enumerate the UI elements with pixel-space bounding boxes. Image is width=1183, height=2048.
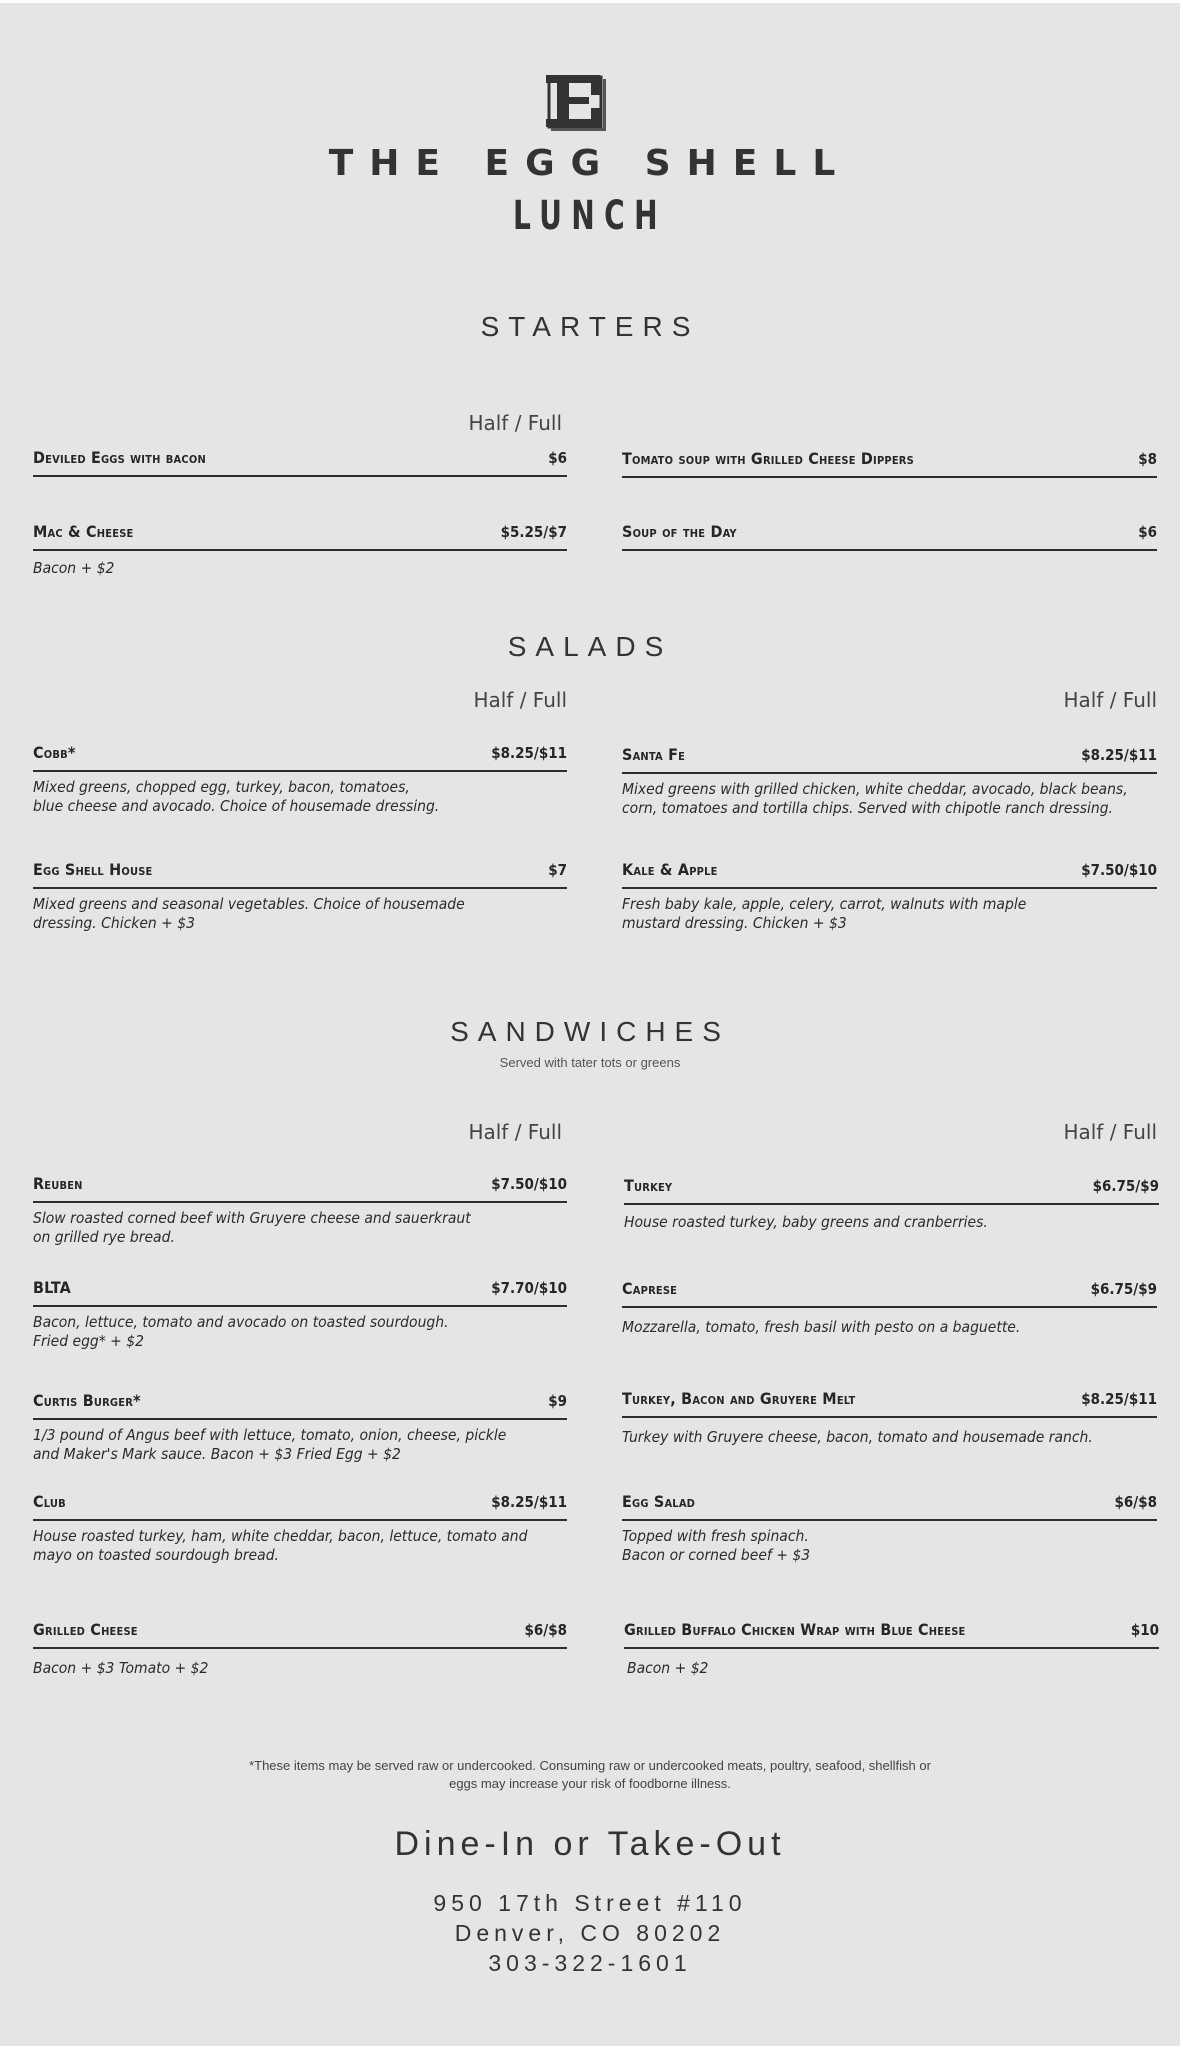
item-description: Slow roasted corned beef with Gruyere cheese and sauerkraut on grilled rye bread. [33, 1209, 471, 1246]
item-description: Mixed greens with grilled chicken, white cheddar, avocado, black beans, corn, tomatoes and tortilla chips. Served with chipotle ranch dressing. [622, 780, 1128, 817]
menu-item-cobb [33, 738, 567, 816]
item-price: $8.25/$11 [1081, 746, 1157, 764]
item-name: Deviled Eggs with bacon [33, 448, 206, 467]
item-description: Bacon + $2 [33, 559, 115, 577]
restaurant-name: THE EGG SHELL [328, 143, 852, 184]
menu-item-egg-salad [622, 1487, 1157, 1565]
sandwiches-price-header-right: Half / Full [1063, 1120, 1157, 1144]
item-name: Egg Shell House [33, 860, 153, 879]
item-price: $7 [548, 861, 567, 879]
item-price: $6/$8 [1114, 1493, 1157, 1511]
egg-shell-logo-icon [543, 75, 607, 131]
menu-item-kale-apple [622, 855, 1157, 933]
item-price: $6/$8 [524, 1621, 567, 1639]
menu-item-mac-cheese [33, 517, 567, 578]
menu-item-curtis-burger [33, 1386, 567, 1464]
item-name: Turkey [624, 1176, 673, 1195]
item-description: Bacon + $3 Tomato + $2 [33, 1659, 209, 1677]
item-price: $5.25/$7 [500, 523, 567, 541]
menu-title: LUNCH [513, 193, 667, 239]
item-name: Curtis Burger* [33, 1391, 141, 1410]
item-name: Turkey, Bacon and Gruyere Melt [622, 1389, 856, 1408]
item-name: Grilled Buffalo Chicken Wrap with Blue Cheese [624, 1620, 966, 1639]
item-name: Mac & Cheese [33, 522, 134, 541]
item-description: Mixed greens and seasonal vegetables. Choice of housemade dressing. Chicken + $3 [33, 895, 465, 932]
menu-item-soup-of-the-day [622, 517, 1157, 551]
address-street: 950 17th Street #110 [433, 1890, 747, 1916]
menu-item-reuben [33, 1169, 567, 1247]
item-description: Mixed greens, chopped egg, turkey, bacon, tomatoes, blue cheese and avocado. Choice of housemade dressing. [33, 778, 440, 815]
item-price: $6 [548, 449, 567, 467]
menu-item-turkey-bacon-gruyere-melt [622, 1384, 1157, 1447]
item-price: $6.75/$9 [1092, 1177, 1159, 1195]
sandwiches-price-header-left: Half / Full [468, 1120, 562, 1144]
starters-price-header: Half / Full [468, 411, 562, 435]
item-price: $6.75/$9 [1090, 1280, 1157, 1298]
item-price: $8.25/$11 [491, 1493, 567, 1511]
menu-item-grilled-cheese [33, 1615, 567, 1678]
salads-heading: SALADS [507, 631, 673, 662]
item-name: Reuben [33, 1174, 83, 1193]
item-name: Club [33, 1492, 66, 1511]
raw-food-disclaimer: *These items may be served raw or undercooked. Consuming raw or undercooked meats, poultry, seafood, shellfish or eggs may increase your risk of foodborne illness. [249, 1758, 931, 1791]
item-description: House roasted turkey, ham, white cheddar, bacon, lettuce, tomato and mayo on toasted sourdough bread. [33, 1527, 528, 1564]
item-description: Bacon + $2 [627, 1659, 709, 1677]
menu-item-buffalo-chicken-wrap [624, 1615, 1159, 1678]
item-name: BLTA [33, 1278, 72, 1297]
menu-item-tomato-soup [622, 444, 1157, 478]
phone-number: 303-322-1601 [488, 1950, 692, 1976]
service-mode: Dine-In or Take-Out [394, 1825, 786, 1863]
item-description: Mozzarella, tomato, fresh basil with pesto on a baguette. [622, 1318, 1021, 1336]
address-city: Denver, CO 80202 [454, 1920, 726, 1946]
item-price: $9 [548, 1392, 567, 1410]
item-description: 1/3 pound of Angus beef with lettuce, tomato, onion, cheese, pickle and Maker's Mark sauce. Bacon + $3 Fried Egg + $2 [33, 1426, 507, 1463]
menu-item-santa-fe [622, 740, 1157, 818]
menu-item-egg-shell-house [33, 855, 567, 933]
item-name: Grilled Cheese [33, 1620, 138, 1639]
item-name: Egg Salad [622, 1492, 696, 1511]
item-name: Caprese [622, 1279, 678, 1298]
item-price: $8.25/$11 [1081, 1390, 1157, 1408]
item-description: Fresh baby kale, apple, celery, carrot, walnuts with maple mustard dressing. Chicken + $3 [622, 895, 1027, 932]
item-description: House roasted turkey, baby greens and cranberries. [624, 1213, 988, 1231]
sandwiches-subheading: Served with tater tots or greens [499, 1055, 681, 1070]
item-name: Kale & Apple [622, 860, 718, 879]
item-price: $7.50/$10 [1081, 861, 1157, 879]
menu-item-caprese [622, 1274, 1157, 1337]
item-price: $7.50/$10 [491, 1175, 567, 1193]
salads-price-header-left: Half / Full [473, 688, 567, 712]
item-name: Tomato soup with Grilled Cheese Dippers [622, 449, 914, 468]
starters-heading: STARTERS [480, 311, 700, 342]
item-name: Soup of the Day [622, 522, 737, 541]
menu-item-club [33, 1487, 567, 1565]
item-name: Cobb* [33, 743, 76, 762]
item-name: Santa Fe [622, 745, 686, 764]
item-price: $8.25/$11 [491, 744, 567, 762]
sandwiches-heading: SANDWICHES [450, 1016, 730, 1047]
menu-page [0, 3, 1180, 2046]
salads-price-header-right: Half / Full [1063, 688, 1157, 712]
menu-item-blta [33, 1273, 567, 1351]
item-price: $10 [1130, 1621, 1159, 1639]
menu-item-turkey [624, 1171, 1159, 1232]
item-description: Bacon, lettuce, tomato and avocado on toasted sourdough. Fried egg* + $2 [33, 1313, 449, 1350]
item-description: Turkey with Gruyere cheese, bacon, tomato and housemade ranch. [622, 1428, 1093, 1446]
item-price: $8 [1138, 450, 1157, 468]
item-price: $6 [1138, 523, 1157, 541]
item-price: $7.70/$10 [491, 1279, 567, 1297]
item-description: Topped with fresh spinach. Bacon or corned beef + $3 [622, 1527, 811, 1564]
menu-item-deviled-eggs [33, 443, 567, 477]
